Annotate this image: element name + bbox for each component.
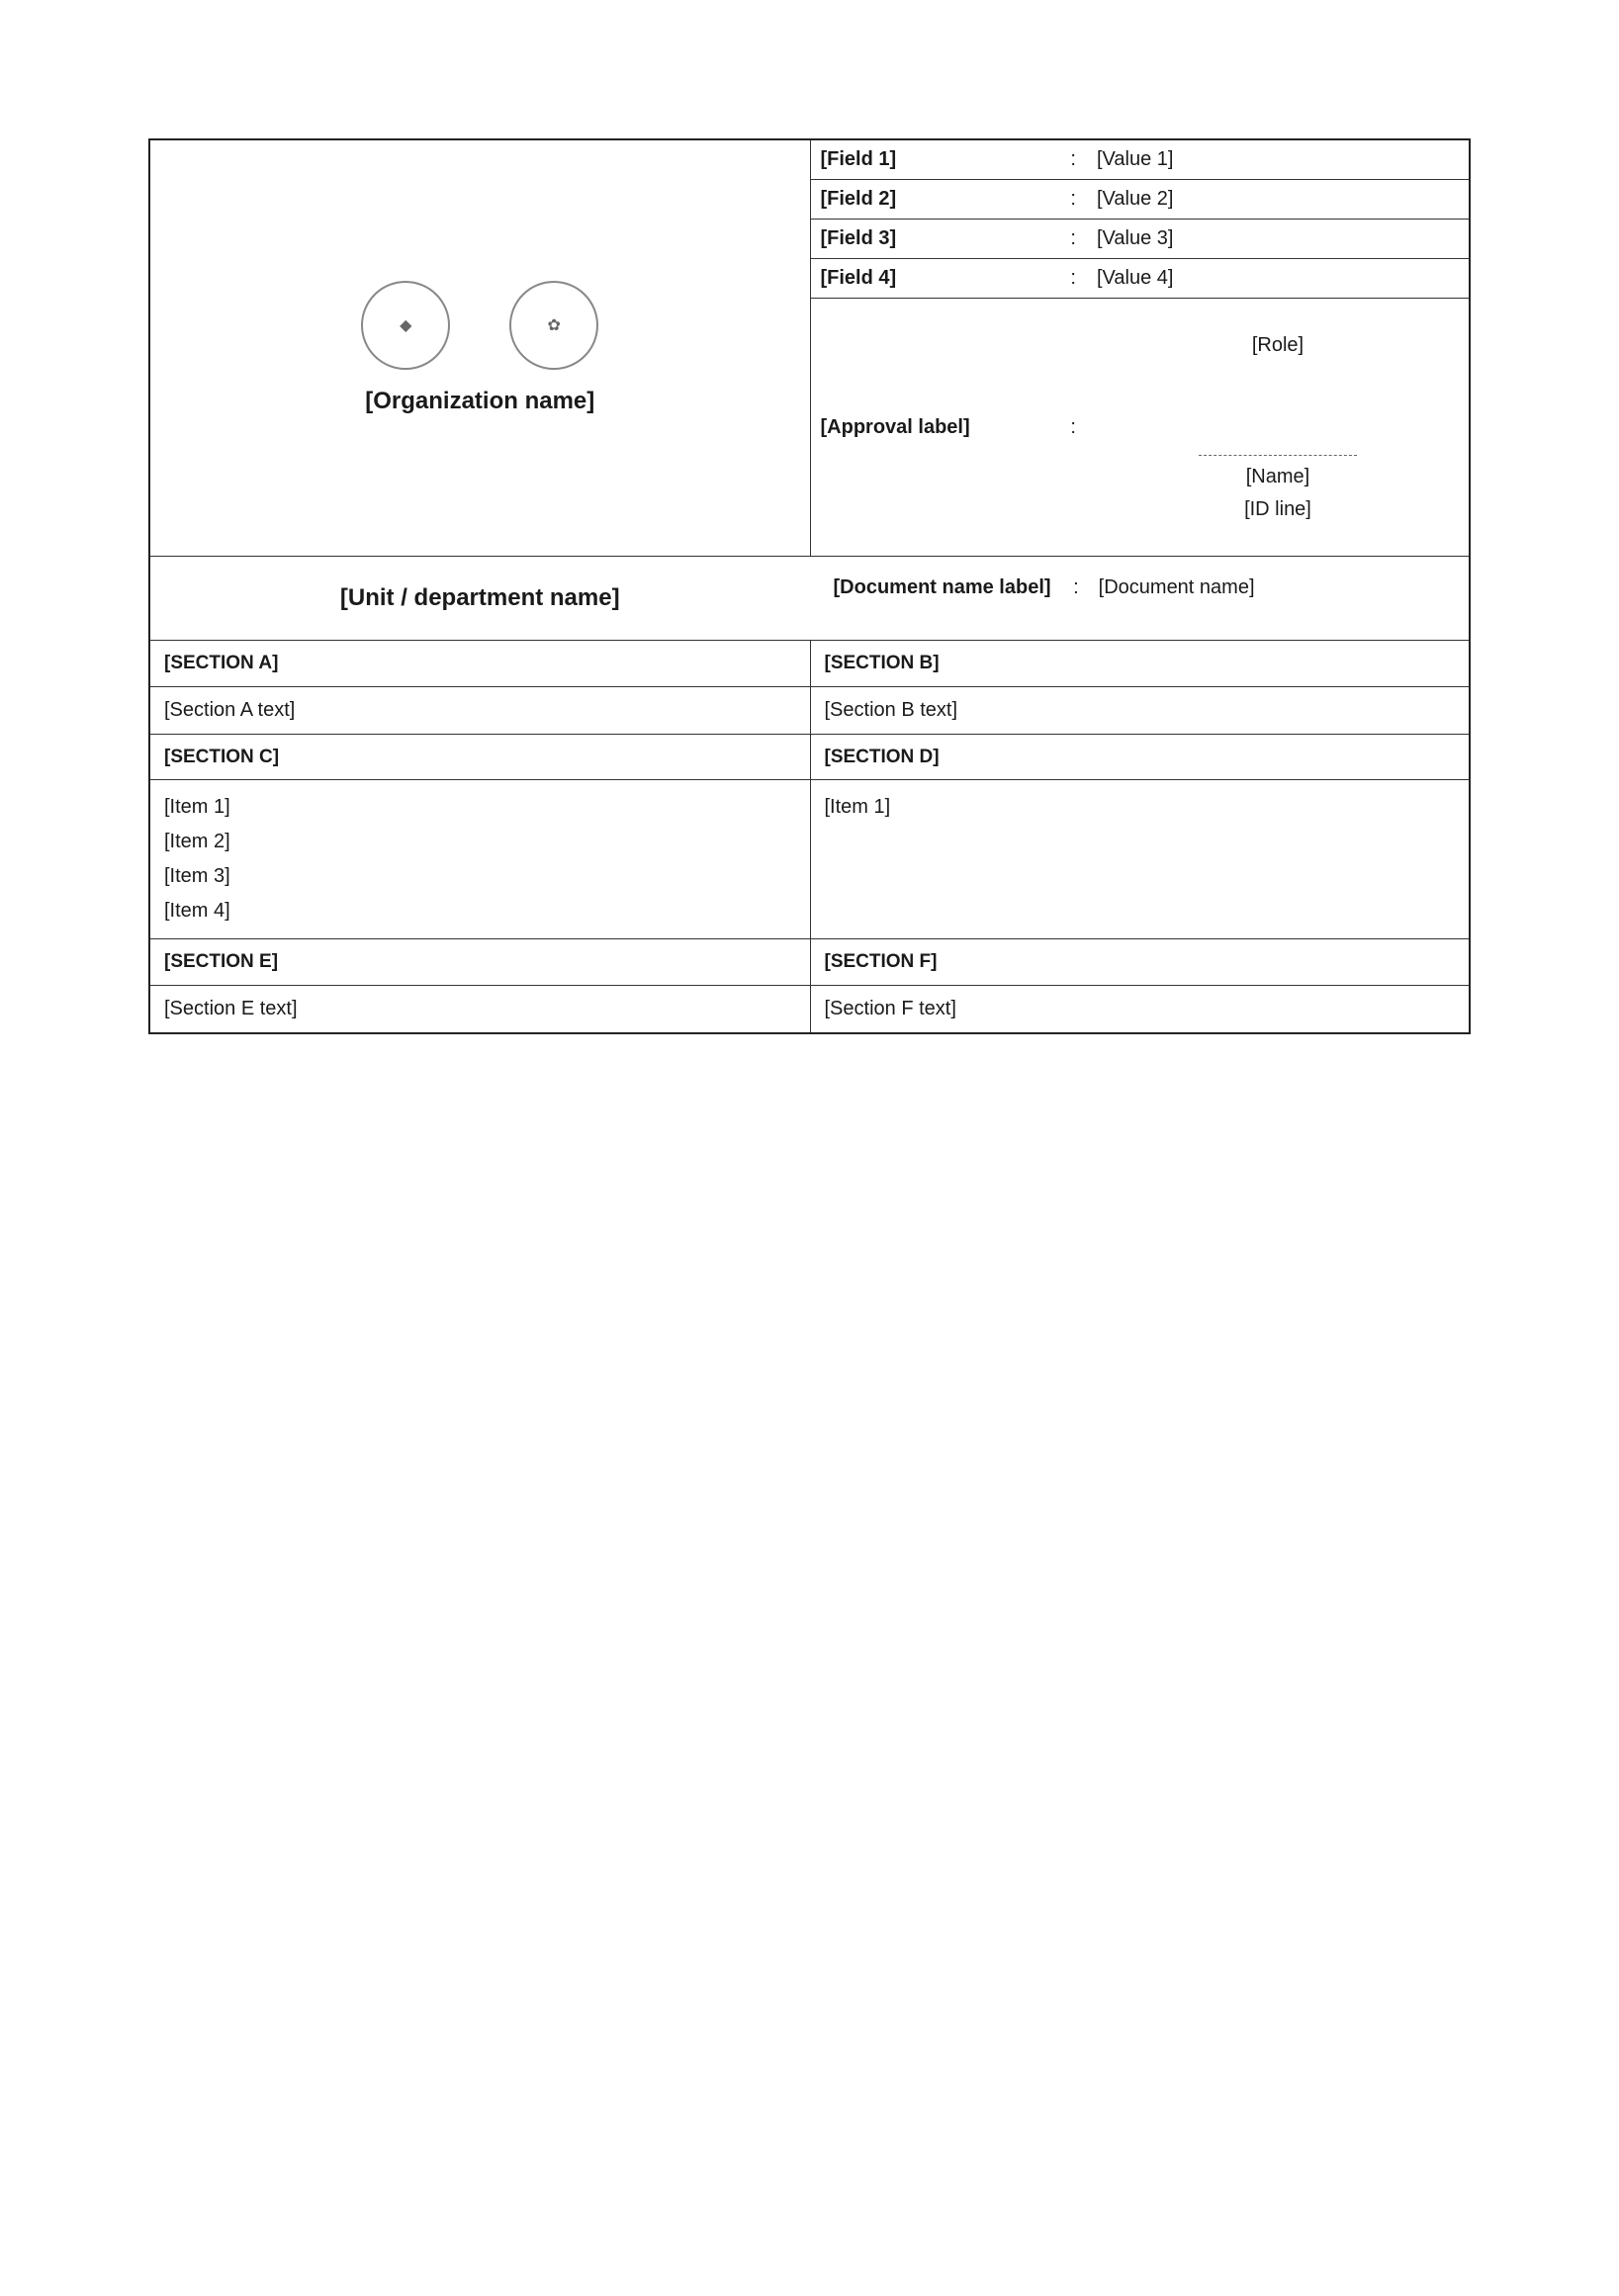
meta-table bbox=[810, 140, 1470, 556]
doc-name-line bbox=[824, 567, 1456, 609]
meta-key: [Field 1] bbox=[820, 148, 897, 170]
list-item: [Item 4] bbox=[164, 900, 230, 923]
section-title: [SECTION E] bbox=[164, 951, 279, 973]
meta-key: [Field 2] bbox=[820, 188, 897, 210]
meta-row bbox=[811, 219, 1470, 258]
brand-area bbox=[150, 140, 810, 556]
brand-block bbox=[150, 140, 810, 556]
meta-key: [Field 3] bbox=[820, 227, 897, 249]
approver-name: [Name] bbox=[1245, 465, 1310, 487]
doc-name-sep: : bbox=[1073, 576, 1079, 598]
meta-row bbox=[811, 140, 1470, 179]
section-title-row bbox=[150, 938, 1469, 985]
list-item: [Item 3] bbox=[164, 865, 230, 888]
section-body: [Section E text] bbox=[164, 997, 298, 1019]
section-title: [SECTION D] bbox=[810, 735, 1470, 780]
section-title: [SECTION F] bbox=[810, 939, 1470, 985]
meta-value: [Value 4] bbox=[1096, 267, 1174, 289]
approval-row bbox=[811, 298, 1470, 556]
section-list-cell bbox=[150, 780, 810, 938]
section-body: [Section B text] bbox=[810, 687, 1470, 734]
unit-name: [Unit / department name] bbox=[339, 584, 620, 611]
doc-name-row bbox=[150, 556, 1469, 640]
section-body: [Section F text] bbox=[810, 986, 1470, 1032]
logo-right-icon: ✿ bbox=[509, 281, 598, 370]
list-item: [Item 2] bbox=[164, 831, 230, 853]
organization-name: [Organization name] bbox=[365, 388, 595, 414]
form-header bbox=[150, 140, 1469, 556]
list-item: [Item 1] bbox=[824, 796, 891, 819]
section-title-row bbox=[150, 640, 1469, 686]
meta-row bbox=[811, 258, 1470, 298]
signature-mark bbox=[1199, 367, 1357, 456]
section-title: [SECTION C] bbox=[164, 746, 280, 767]
logo-left-icon: ◆ bbox=[361, 281, 450, 370]
sop-form bbox=[148, 138, 1471, 1034]
section-body-row bbox=[150, 779, 1469, 938]
signature-block bbox=[1087, 299, 1469, 556]
section-body: [Section A text] bbox=[164, 698, 296, 721]
section-title: [SECTION B] bbox=[810, 641, 1470, 686]
approval-key: [Approval label] bbox=[820, 415, 970, 438]
list-item: [Item 1] bbox=[164, 796, 230, 819]
meta-sep: : bbox=[1070, 148, 1076, 170]
meta-sep: : bbox=[1070, 227, 1076, 249]
section-body-row bbox=[150, 985, 1469, 1032]
meta-sep: : bbox=[1070, 188, 1076, 210]
section-list bbox=[825, 790, 1456, 825]
approver-id: [ID line] bbox=[1244, 497, 1311, 520]
meta-value: [Value 2] bbox=[1096, 188, 1174, 210]
doc-name-cell bbox=[810, 557, 1470, 640]
meta-value: [Value 1] bbox=[1096, 148, 1174, 170]
section-title: [SECTION A] bbox=[164, 653, 279, 673]
doc-name-value: [Document name] bbox=[1098, 576, 1255, 598]
meta-value: [Value 3] bbox=[1096, 227, 1174, 249]
meta-sep: : bbox=[1070, 267, 1076, 289]
meta-row bbox=[811, 179, 1470, 219]
section-list bbox=[164, 790, 796, 928]
section-list-cell bbox=[810, 780, 1470, 938]
approval-sep: : bbox=[1070, 415, 1076, 438]
section-title-row bbox=[150, 734, 1469, 780]
section-body-row bbox=[150, 686, 1469, 734]
doc-name-key: [Document name label] bbox=[833, 576, 1051, 598]
logo-row bbox=[361, 281, 598, 370]
meta-key: [Field 4] bbox=[820, 267, 897, 289]
approver-role: [Role] bbox=[1251, 333, 1304, 356]
